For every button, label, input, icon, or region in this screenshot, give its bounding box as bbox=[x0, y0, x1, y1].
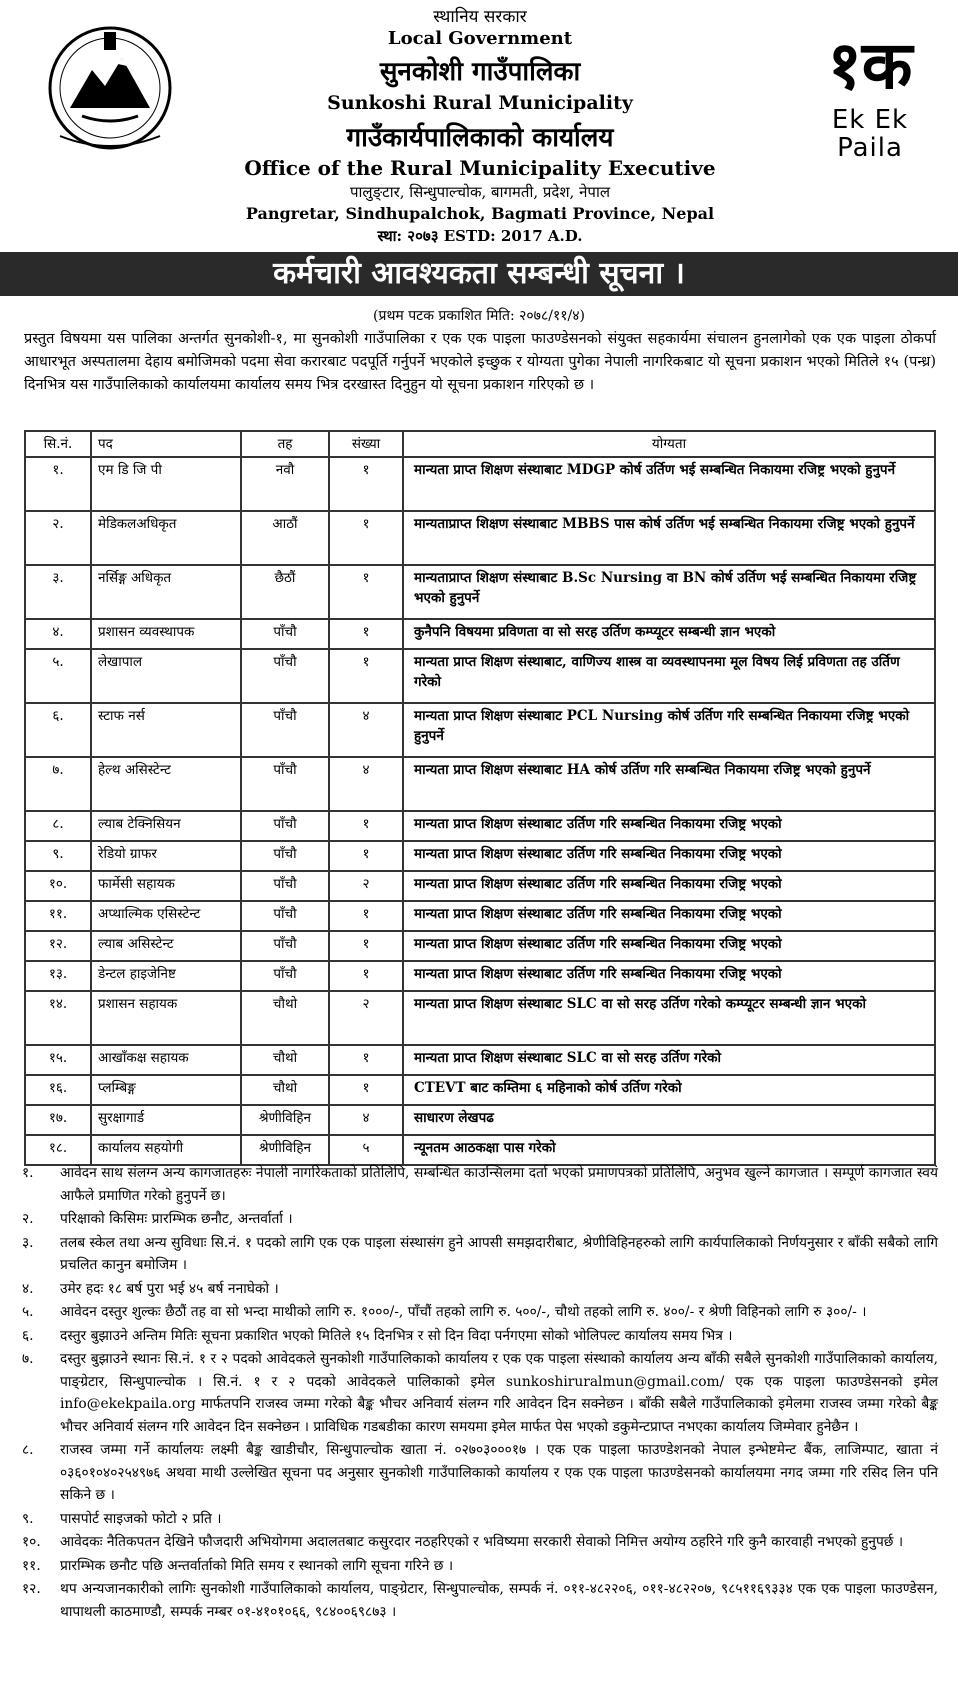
row-level: छैठौं bbox=[241, 565, 329, 619]
list-item bbox=[22, 1325, 938, 1348]
row-count: ४ bbox=[329, 757, 403, 811]
table-row bbox=[25, 565, 935, 619]
row-count: १ bbox=[329, 1075, 403, 1105]
intro-paragraph: प्रस्तुत विषयमा यस पालिका अन्तर्गत सुनकोशी-१, मा सुनकोशी गाउँपालिका र एक एक पाइला फाउण्डेसनको संयुक्त सहकार्यमा संचालन हुनलागेको एक एक पाइला ठोकर्पा आधारभूत अस्पतालमा देहाय बमोजिमको पदमा सेवा करारबाट पदपूर्ति गर्नुपर्ने भएकोले इच्छुक र योग्यता पुगेका नेपाली नागरिकबाट यो सूचना प्रकाशन भएको मितिले १५ (पन्ध्र) दिनभित्र यस गाउँपालिकाको कार्यालयमा कार्यालय समय भित्र दरखास्त दिनुहुन यो सूचना प्रकाशन गरिएको छ । bbox=[24, 331, 936, 393]
row-qualification: मान्यता प्राप्त शिक्षण संस्थाबाट उर्तिण गरि सम्बन्धित निकायमा रजिष्ट्र भएको bbox=[403, 871, 935, 901]
office-name-en: Office of the Rural Municipality Executive bbox=[244, 156, 716, 180]
note-number: ४. bbox=[22, 1280, 34, 1297]
row-count: ४ bbox=[329, 703, 403, 757]
row-post: मेडिकलअधिकृत bbox=[91, 511, 241, 565]
row-post: फार्मेसी सहायक bbox=[91, 871, 241, 901]
local-government-np: स्थानिय सरकार bbox=[433, 7, 527, 27]
row-post: आखाँकक्ष सहायक bbox=[91, 1045, 241, 1075]
table-row bbox=[25, 1105, 935, 1135]
list-item bbox=[22, 1439, 938, 1507]
row-post: एम डि जि पी bbox=[91, 457, 241, 511]
row-level: पाँचौ bbox=[241, 871, 329, 901]
row-sn: २. bbox=[25, 511, 91, 565]
note-number: ७. bbox=[22, 1351, 34, 1367]
row-level: श्रेणीविहिन bbox=[241, 1105, 329, 1135]
row-level: पाँचौ bbox=[241, 703, 329, 757]
header-post: पद bbox=[91, 431, 241, 457]
note-number: १२. bbox=[22, 1581, 41, 1597]
row-level: पाँचौ bbox=[241, 649, 329, 703]
note-number: ६. bbox=[22, 1327, 34, 1344]
row-qualification: मान्यताप्राप्त शिक्षण संस्थाबाट MBBS पास कोर्ष उर्तिण भई सम्बन्धित निकायमा रजिष्ट्र भएको हुनुपर्ने bbox=[403, 511, 935, 565]
row-post: लेखापाल bbox=[91, 649, 241, 703]
row-count: २ bbox=[329, 871, 403, 901]
row-qualification: साधारण लेखपढ bbox=[403, 1105, 935, 1135]
row-level: नवौ bbox=[241, 457, 329, 511]
note-text: आवेदन साथ संलग्न अन्य कागजातहरुः नेपाली नागरिकताको प्रतिलिपि, सम्बन्धित काउन्सिलमा दर्ता भएको प्रमाणपत्रको प्रतिलिपि, अनुभव खुल्ने कागजात । सम्पूर्ण कागजात स्वयं आफैले प्रमाणित गरेको हुनुपर्ने छ। bbox=[60, 1165, 938, 1204]
row-level: पाँचौ bbox=[241, 901, 329, 931]
row-qualification: मान्यता प्राप्त शिक्षण संस्थाबाट उर्तिण गरि सम्बन्धित निकायमा रजिष्ट्र भएको bbox=[403, 841, 935, 871]
note-number: ३. bbox=[22, 1234, 34, 1251]
row-count: १ bbox=[329, 931, 403, 961]
note-text: थप अन्यजानकारीको लागिः सुनकोशी गाउँपालिकाको कार्यालय, पाङ्ग्रेटार, सिन्धुपाल्चोक, सम्पर्क नं. ०११-४८२२०६, ०११-४८२२०७, ९८५११६९३३४ एक एक पाइला फाउण्डेसन, थापाथली काठमाण्डौ, सम्पर्क नम्बर ०१-४१०१०६६, ९८४००६९८७३ । bbox=[60, 1581, 938, 1620]
note-number: ९. bbox=[22, 1510, 34, 1527]
table-row bbox=[25, 961, 935, 991]
note-text: तलब स्केल तथा अन्य सुविधाः सि.नं. १ पदको लागि एक एक पाइला संस्थासंग हुने आपसी समझदारीबाट, श्रेणीविहिनहरुको लागि कार्यपालिकाको निर्णयनुसार र बाँकी सबैको लागि प्रचलित कानुन बमोजिम । bbox=[60, 1234, 938, 1273]
row-count: १ bbox=[329, 811, 403, 841]
list-item bbox=[22, 1208, 938, 1231]
list-item bbox=[22, 1578, 938, 1623]
row-qualification: मान्यता प्राप्त शिक्षण संस्थाबाट उर्तिण गरि सम्बन्धित निकायमा रजिष्ट्र भएको bbox=[403, 901, 935, 931]
header-qualification: योग्यता bbox=[403, 431, 935, 457]
row-level: चौथो bbox=[241, 1075, 329, 1105]
row-sn: ३. bbox=[25, 565, 91, 619]
row-level: चौथो bbox=[241, 1045, 329, 1075]
row-qualification: मान्यता प्राप्त शिक्षण संस्थाबाट PCL Nursing कोर्ष उर्तिण गरि सम्बन्धित निकायमा रजिष्ट्र भएको हुनुपर्ने bbox=[403, 703, 935, 757]
list-item bbox=[22, 1232, 938, 1277]
table-row bbox=[25, 811, 935, 841]
table-body bbox=[25, 457, 935, 1165]
row-count: १ bbox=[329, 961, 403, 991]
row-post: सुरक्षागार्ड bbox=[91, 1105, 241, 1135]
row-sn: ९. bbox=[25, 841, 91, 871]
row-post: स्टाफ नर्स bbox=[91, 703, 241, 757]
row-qualification: कुनैपनि विषयमा प्रविणता वा सो सरह उर्तिण कम्प्यूटर सम्बन्धी ज्ञान भएको bbox=[403, 619, 935, 649]
row-sn: १६. bbox=[25, 1075, 91, 1105]
table-row bbox=[25, 757, 935, 811]
row-count: १ bbox=[329, 649, 403, 703]
row-level: पाँचौ bbox=[241, 931, 329, 961]
row-level: पाँचौ bbox=[241, 961, 329, 991]
row-count: १ bbox=[329, 457, 403, 511]
note-number: २. bbox=[22, 1211, 34, 1227]
note-number: १०. bbox=[22, 1534, 41, 1550]
note-text: दस्तुर बुझाउने स्थानः सि.नं. १ र २ पदको आवेदकले सुनकोशी गाउँपालिकाको कार्यालय र एक एक पाइला संस्थाको कार्यालय अन्य बाँकी सबैले सुनकोशी गाउँपालिकाको कार्यालय, पाङ्ग्रेटार, सिन्धुपाल्चोक । सि.नं. १ र २ पदको आवेदकले पालिकाको इमेल sunkoshiruralmun@gmail.com/ एक एक पाइला फाउण्डेसनको इमेल info@ekekpaila.org मार्फतपनि राजस्व जम्मा गरेको बैङ्क भौचर अनिवार्य संलग्न गरि आवेदन दिन सक्नेछन । बाँकी सबैले गाउँपालिकाको इमेलमा राजस्व जम्मा गरेको बैङ्क भौचर अनिवार्य संलग्न गरि आवेदन दिन सक्नेछन । प्राविधिक गडबडीका कारण समयमा इमेल मार्फत पेस भएको डकुमेन्टप्राप्त नभएका कार्यालय जिम्मेवार हुनेछैन । bbox=[60, 1351, 938, 1435]
table-row bbox=[25, 511, 935, 565]
row-post: ल्याब टेक्निसियन bbox=[91, 811, 241, 841]
row-sn: ८. bbox=[25, 811, 91, 841]
row-count: १ bbox=[329, 1045, 403, 1075]
list-item bbox=[22, 1531, 938, 1554]
row-qualification: मान्यता प्राप्त शिक्षण संस्थाबाट SLC वा सो सरह उर्तिण गरेको कम्प्यूटर सम्बन्धी ज्ञान भएको bbox=[403, 991, 935, 1045]
note-text: राजस्व जम्मा गर्ने कार्यालयः लक्ष्मी बैङ्क खाडीचौर, सिन्धुपाल्चोक खाता नं. ०२७०३०००१७ । एक एक पाइला फाउण्डेशनको नेपाल इन्भेष्टमेन्ट बैंक, लाजिम्पाट, खाता नं ०३६०१०४०२५४९७६ अथवा माथी उल्लेखित सूचना पद अनुसार सुनकोशी गाउँपालिकाको कार्यालय र एक एक पाइला फाउण्डेसनको कार्यालयमा नगद जम्मा गरि रसिद लिन पनि सकिने छ । bbox=[60, 1442, 939, 1503]
vacancy-table bbox=[24, 430, 936, 1166]
table-row bbox=[25, 457, 935, 511]
established-year: स्था: २०७३ ESTD: 2017 A.D. bbox=[377, 227, 583, 245]
row-sn: १२. bbox=[25, 931, 91, 961]
table-row bbox=[25, 841, 935, 871]
row-sn: ४. bbox=[25, 619, 91, 649]
row-qualification: मान्यता प्राप्त शिक्षण संस्थाबाट MDGP कोर्ष उर्तिण भई सम्बन्धित निकायमा रजिष्ट्र भएको हुनुपर्ने bbox=[403, 457, 935, 511]
row-count: ५ bbox=[329, 1135, 403, 1165]
notice-title: कर्मचारी आवश्यकता सम्बन्धी सूचना । bbox=[0, 252, 958, 296]
row-qualification: मान्यता प्राप्त शिक्षण संस्थाबाट SLC वा सो सरह उर्तिण गरेको bbox=[403, 1045, 935, 1075]
row-post: कार्यालय सहयोगी bbox=[91, 1135, 241, 1165]
row-sn: ७. bbox=[25, 757, 91, 811]
row-sn: ६. bbox=[25, 703, 91, 757]
row-level: आठौं bbox=[241, 511, 329, 565]
row-sn: १८. bbox=[25, 1135, 91, 1165]
row-level: पाँचौ bbox=[241, 811, 329, 841]
row-post: प्रशासन सहायक bbox=[91, 991, 241, 1045]
note-text: उमेर हदः १८ बर्ष पुरा भई ४५ बर्ष ननाघेको । bbox=[60, 1280, 279, 1297]
ek-ek-paila-logo bbox=[800, 26, 940, 163]
row-count: २ bbox=[329, 991, 403, 1045]
row-post: डेन्टल हाइजेनिष्ट bbox=[91, 961, 241, 991]
note-text: दस्तुर बुझाउने अन्तिम मितिः सूचना प्रकाशित भएको मितिले १५ दिनभित्र र सो दिन विदा पर्नगएमा सोको भोलिपल्ट कार्यालय समय भित्र । bbox=[60, 1327, 733, 1344]
row-count: १ bbox=[329, 841, 403, 871]
note-text: प्रारम्भिक छनौट पछि अन्तर्वार्ताको मिति समय र स्थानको लागि सूचना गरिने छ । bbox=[60, 1557, 454, 1574]
table-row bbox=[25, 1045, 935, 1075]
note-number: ११. bbox=[22, 1557, 41, 1574]
row-qualification: CTEVT बाट कम्तिमा ६ महिनाको कोर्ष उर्तिण गरेको bbox=[403, 1075, 935, 1105]
ek-ek-paila-mark: १क bbox=[827, 27, 913, 104]
header-level: तह bbox=[241, 431, 329, 457]
row-qualification: मान्यता प्राप्त शिक्षण संस्थाबाट HA कोर्ष उर्तिण गरि सम्बन्धित निकायमा रजिष्ट्र भएको हुनुपर्ने bbox=[403, 757, 935, 811]
row-level: पाँचौ bbox=[241, 619, 329, 649]
row-count: १ bbox=[329, 565, 403, 619]
row-post: नर्सिङ्ग अधिकृत bbox=[91, 565, 241, 619]
table-row bbox=[25, 649, 935, 703]
row-count: ४ bbox=[329, 1105, 403, 1135]
row-sn: १०. bbox=[25, 871, 91, 901]
note-number: ५. bbox=[22, 1304, 34, 1320]
letterhead bbox=[0, 0, 958, 250]
row-sn: १३. bbox=[25, 961, 91, 991]
row-post: प्लम्बिङ्ग bbox=[91, 1075, 241, 1105]
row-post: ल्याब असिस्टेन्ट bbox=[91, 931, 241, 961]
address-en: Pangretar, Sindhupalchok, Bagmati Province, Nepal bbox=[245, 204, 715, 223]
table-row bbox=[25, 1075, 935, 1105]
note-text: आवेदन दस्तुर शुल्कः छैठौं तह वा सो भन्दा माथीको लागि रु. १०००/-, पाँचौं तहको लागि रु. ५००/-, चौथो तहको लागि रु. ४००/- र श्रेणी विहिनको लागि रु ३००/- । bbox=[60, 1304, 867, 1320]
row-sn: १५. bbox=[25, 1045, 91, 1075]
row-sn: ५. bbox=[25, 649, 91, 703]
ek-ek-paila-text: Ek Ek Paila bbox=[831, 105, 909, 163]
row-post: प्रशासन व्यवस्थापक bbox=[91, 619, 241, 649]
row-sn: १७. bbox=[25, 1105, 91, 1135]
row-level: श्रेणीविहिन bbox=[241, 1135, 329, 1165]
nepal-government-emblem-icon bbox=[30, 18, 190, 158]
note-text: पासपोर्ट साइजको फोटो २ प्रति । bbox=[60, 1510, 222, 1527]
header-sn: सि.नं. bbox=[25, 431, 91, 457]
row-qualification: न्यूनतम आठकक्षा पास गरेको bbox=[403, 1135, 935, 1165]
publication-date: (प्रथम पटक प्रकाशित मिति: २०७८/११/४) bbox=[373, 308, 585, 324]
list-item bbox=[22, 1348, 938, 1438]
row-qualification: मान्यता प्राप्त शिक्षण संस्थाबाट उर्तिण गरि सम्बन्धित निकायमा रजिष्ट्र भएको bbox=[403, 811, 935, 841]
list-item bbox=[22, 1278, 938, 1301]
list-item bbox=[22, 1555, 938, 1578]
row-count: १ bbox=[329, 619, 403, 649]
note-text: परिक्षाको किसिमः प्रारम्भिक छनौट, अन्तर्वार्ता । bbox=[60, 1211, 293, 1227]
table-header-row bbox=[25, 431, 935, 457]
note-number: १. bbox=[22, 1165, 34, 1181]
note-text: आवेदकः नैतिकपतन देखिने फौजदारी अभियोगमा अदालतबाट कसुरदार नठहरिएको र भविष्यमा सरकारी सेवाको निमित्त अयोग्य ठहरिने गरि कुनै कारवाही नभएको हुनुपर्छ । bbox=[60, 1534, 904, 1550]
row-qualification: मान्यता प्राप्त शिक्षण संस्थाबाट, वाणिज्य शास्त्र वा व्यवस्थापनमा मूल विषय लिई प्रविणता तह उर्तिण गरेको bbox=[403, 649, 935, 703]
row-sn: १४. bbox=[25, 991, 91, 1045]
row-post: हेल्थ असिस्टेन्ट bbox=[91, 757, 241, 811]
table-row bbox=[25, 703, 935, 757]
table-row bbox=[25, 931, 935, 961]
municipality-name-en: Sunkoshi Rural Municipality bbox=[327, 92, 633, 114]
row-qualification: मान्यता प्राप्त शिक्षण संस्थाबाट उर्तिण गरि सम्बन्धित निकायमा रजिष्ट्र भएको bbox=[403, 961, 935, 991]
row-count: १ bbox=[329, 511, 403, 565]
table-row bbox=[25, 871, 935, 901]
row-count: १ bbox=[329, 901, 403, 931]
row-level: पाँचौ bbox=[241, 757, 329, 811]
row-post: अप्थाल्मिक एसिस्टेन्ट bbox=[91, 901, 241, 931]
row-level: चौथो bbox=[241, 991, 329, 1045]
header-count: संख्या bbox=[329, 431, 403, 457]
list-item bbox=[22, 1162, 938, 1207]
list-item bbox=[22, 1508, 938, 1531]
row-sn: १. bbox=[25, 457, 91, 511]
table-row bbox=[25, 901, 935, 931]
list-item bbox=[22, 1301, 938, 1324]
local-government-en: Local Government bbox=[387, 28, 573, 49]
municipality-name-np: सुनकोशी गाउँपालिका bbox=[379, 57, 581, 87]
table-row bbox=[25, 991, 935, 1045]
row-post: रेडियो ग्राफर bbox=[91, 841, 241, 871]
notes-list bbox=[22, 1162, 938, 1624]
office-name-np: गाउँकार्यपालिकाको कार्यालय bbox=[346, 123, 614, 153]
address-np: पालुङ्टार, सिन्धुपाल्चोक, बागमती, प्रदेश, नेपाल bbox=[350, 183, 610, 201]
note-number: ८. bbox=[22, 1442, 34, 1458]
row-qualification: मान्यताप्राप्त शिक्षण संस्थाबाट B.Sc Nursing वा BN कोर्ष उर्तिण भई सम्बन्धित निकायमा रजिष्ट्र भएको हुनुपर्ने bbox=[403, 565, 935, 619]
table-row bbox=[25, 1135, 935, 1165]
table-row bbox=[25, 619, 935, 649]
row-qualification: मान्यता प्राप्त शिक्षण संस्थाबाट उर्तिण गरि सम्बन्धित निकायमा रजिष्ट्र भएको bbox=[403, 931, 935, 961]
row-level: पाँचौ bbox=[241, 841, 329, 871]
row-sn: ११. bbox=[25, 901, 91, 931]
